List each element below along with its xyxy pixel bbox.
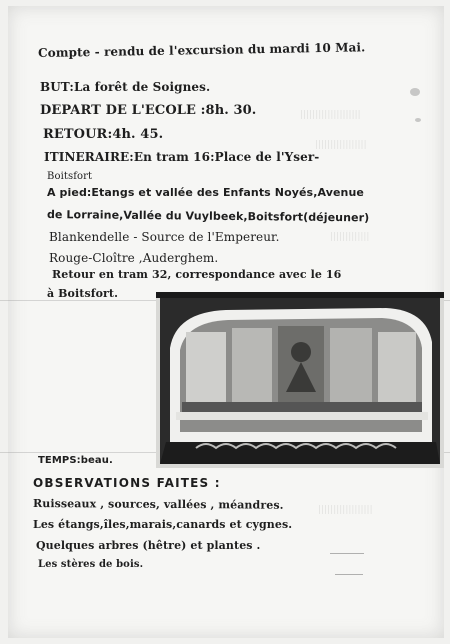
itineraire-line: Boitsfort <box>47 171 93 182</box>
bleed-through-mark: ||||||||||||||||| <box>315 140 367 150</box>
observation-item: Les stères de bois. <box>38 559 144 570</box>
itineraire-line: à Boitsfort. <box>47 287 119 300</box>
ink-dash <box>330 553 364 554</box>
bleed-through-mark: ||||||||||||| <box>330 232 370 242</box>
ink-smudge <box>410 88 420 96</box>
retour-line: RETOUR:4h. 45. <box>43 127 164 142</box>
ink-dash <box>335 574 363 575</box>
itineraire-line: Blankendelle - Source de l'Empereur. <box>49 230 280 244</box>
itineraire-line: de Lorraine,Vallée du Vuylbeek,Boitsfort(déjeuner) <box>46 208 370 225</box>
ink-smudge <box>415 118 421 122</box>
observation-item: Les étangs,îles,marais,canards et cygnes. <box>33 518 293 531</box>
itineraire-line: Retour en tram 32, correspondance avec le 16 <box>52 268 342 281</box>
observation-item: Quelques arbres (hêtre) et plantes . <box>36 539 261 552</box>
observation-item: Ruisseaux , sources, vallées , méandres. <box>32 497 284 512</box>
bleed-through-mark: |||||||||||||||||| <box>318 505 373 515</box>
itineraire-line: A pied:Etangs et vallée des Enfants Noyés,Avenue <box>47 186 364 199</box>
stamped-print-image <box>156 292 444 468</box>
itineraire-line: ITINERAIRE:En tram 16:Place de l'Yser- <box>44 150 320 164</box>
depart-line: DEPART DE L'ECOLE :8h. 30. <box>40 103 257 118</box>
document-title: Compte - rendu de l'excursion du mardi 10 Mai. <box>37 40 366 60</box>
but-line: BUT:La forêt de Soignes. <box>40 80 211 94</box>
itineraire-line: Rouge-Cloître ,Auderghem. <box>49 251 219 265</box>
observations-heading: OBSERVATIONS FAITES : <box>33 476 221 490</box>
temps-line: TEMPS:beau. <box>38 455 113 466</box>
bleed-through-mark: |||||||||||||||||||| <box>300 110 361 120</box>
